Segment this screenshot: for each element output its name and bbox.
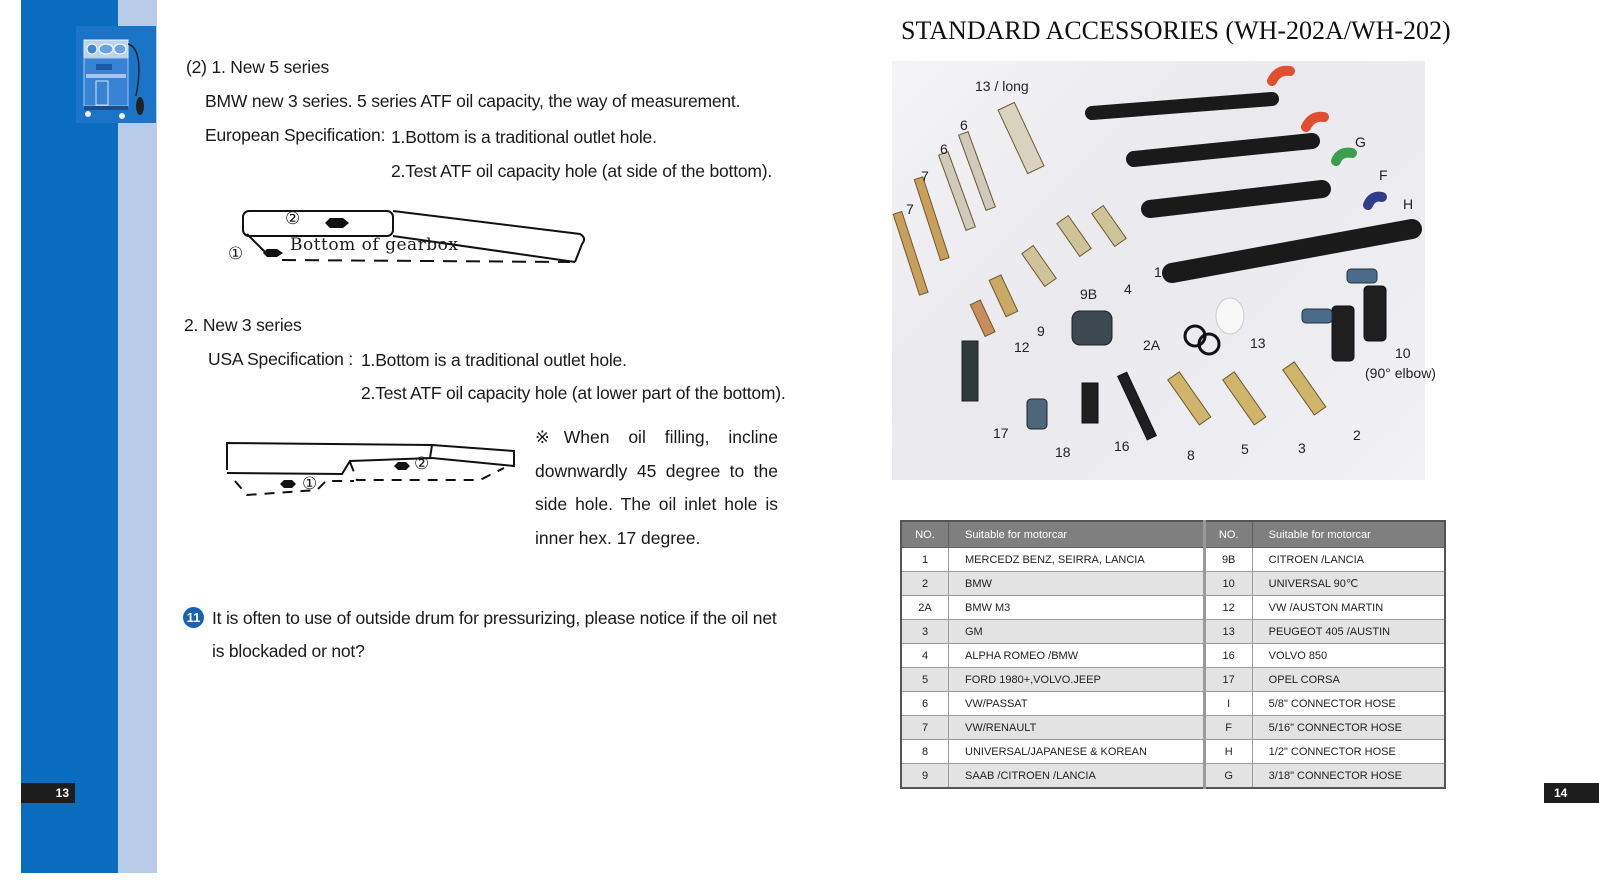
header-no-2: NO.: [1204, 521, 1252, 548]
cell-no: 2: [901, 572, 949, 596]
cell-no: 9B: [1204, 548, 1252, 572]
photo-label-17: 17: [993, 425, 1009, 441]
cell-no: G: [1204, 764, 1252, 789]
cell-no: 6: [901, 692, 949, 716]
cell-no: 10: [1204, 572, 1252, 596]
page-title: STANDARD ACCESSORIES (WH-202A/WH-202): [901, 16, 1451, 45]
photo-label-6b: 6: [940, 141, 948, 157]
photo-label-12: 12: [1014, 339, 1030, 355]
page-number-right: 14: [1544, 783, 1599, 803]
photo-label-5: 5: [1241, 441, 1249, 457]
photo-label-1: 1: [1154, 264, 1162, 280]
section-heading-new-5-series: (2) 1. New 5 series: [186, 57, 330, 77]
accessories-table: [900, 520, 1446, 789]
table-row: [901, 740, 1445, 764]
photo-label-3: 3: [1298, 440, 1306, 456]
header-suitable-2: Suitable for motorcar: [1252, 521, 1445, 548]
cell-no: 4: [901, 644, 949, 668]
item-11-line-2: is blockaded or not?: [212, 641, 365, 661]
photo-label-13: 13: [1250, 335, 1266, 351]
european-spec-label: European Specification:: [205, 125, 386, 145]
marker-1: ①: [228, 244, 244, 263]
marker-1: ①: [302, 474, 318, 493]
cell-suitable: UNIVERSAL/JAPANESE & KOREAN: [949, 740, 1205, 764]
photo-label-16: 16: [1114, 438, 1130, 454]
usa-spec-item-2: 2.Test ATF oil capacity hole (at lower part of the bottom).: [361, 383, 786, 403]
gearbox-outline-2: [222, 438, 522, 518]
cell-no: 2A: [901, 596, 949, 620]
cell-suitable: OPEL CORSA: [1252, 668, 1445, 692]
usa-spec-item-1: 1.Bottom is a traditional outlet hole.: [361, 350, 627, 370]
left-margin-blue-band: [21, 0, 118, 873]
european-spec-item-2: 2.Test ATF oil capacity hole (at side of the bottom).: [391, 161, 773, 181]
photo-label-2a: 2A: [1143, 337, 1161, 353]
table-row: [901, 620, 1445, 644]
european-spec-item-1: 1.Bottom is a traditional outlet hole.: [391, 127, 657, 147]
cell-suitable: VOLVO 850: [1252, 644, 1445, 668]
cell-suitable: GM: [949, 620, 1205, 644]
oil-filling-note: ※When oil filling, incline downwardly 45 degree to the side hole. The oil inlet hole is inner hex. 17 degree.: [535, 427, 778, 548]
cell-suitable: 5/16" CONNECTOR HOSE: [1252, 716, 1445, 740]
cell-suitable: CITROEN /LANCIA: [1252, 548, 1445, 572]
table-row: [901, 692, 1445, 716]
cell-suitable: 3/18" CONNECTOR HOSE: [1252, 764, 1445, 789]
gearbox-diagram-european: [225, 204, 605, 280]
usa-spec-label: USA Specification :: [208, 349, 354, 369]
accessories-photo: [892, 61, 1436, 480]
photo-label-8: 8: [1187, 447, 1195, 463]
cell-suitable: MERCEDZ BENZ, SEIRRA, LANCIA: [949, 548, 1205, 572]
photo-label-90-elbow: (90° elbow): [1365, 365, 1436, 381]
item-11-badge: 11: [183, 607, 204, 628]
photo-label-10: 10: [1395, 345, 1411, 361]
table-row: [901, 716, 1445, 740]
cell-no: 12: [1204, 596, 1252, 620]
cell-suitable: VW /AUSTON MARTIN: [1252, 596, 1445, 620]
cell-suitable: 1/2" CONNECTOR HOSE: [1252, 740, 1445, 764]
cell-no: 5: [901, 668, 949, 692]
photo-label-h: H: [1403, 196, 1414, 212]
page-number-left: 13: [21, 783, 75, 803]
section-heading-new-3-series: 2. New 3 series: [184, 315, 302, 335]
table-header-row: [901, 521, 1445, 548]
cell-suitable: UNIVERSAL 90℃: [1252, 572, 1445, 596]
photo-label-2: 2: [1353, 427, 1361, 443]
hole-marker-1: [280, 480, 296, 488]
gearbox-diagram-usa: [222, 438, 522, 518]
cell-suitable: SAAB /CITROEN /LANCIA: [949, 764, 1205, 789]
cell-no: I: [1204, 692, 1252, 716]
cell-no: F: [1204, 716, 1252, 740]
cell-suitable: FORD 1980+,VOLVO.JEEP: [949, 668, 1205, 692]
hose-group: [1092, 71, 1412, 273]
cell-no: 8: [901, 740, 949, 764]
marker-2: ②: [414, 454, 430, 473]
cell-no: 9: [901, 764, 949, 789]
atf-machine-thumbnail: [76, 26, 156, 123]
header-suitable-1: Suitable for motorcar: [949, 521, 1205, 548]
marker-2: ②: [285, 209, 301, 228]
photo-label-13-long: 13 / long: [975, 78, 1029, 94]
table-row: [901, 572, 1445, 596]
photo-label-7a: 7: [921, 168, 929, 184]
table-row: [901, 668, 1445, 692]
photo-label-6a: 6: [960, 117, 968, 133]
table-row: [901, 764, 1445, 789]
intro-text: BMW new 3 series. 5 series ATF oil capacity, the way of measurement.: [205, 91, 741, 111]
photo-label-f: F: [1379, 167, 1388, 183]
cell-suitable: PEUGEOT 405 /AUSTIN: [1252, 620, 1445, 644]
cell-suitable: VW/RENAULT: [949, 716, 1205, 740]
photo-label-18: 18: [1055, 444, 1071, 460]
hole-marker-2: [394, 462, 410, 470]
photo-label-g: G: [1355, 134, 1366, 150]
table-row: [901, 596, 1445, 620]
photo-label-4: 4: [1124, 281, 1132, 297]
cell-suitable: VW/PASSAT: [949, 692, 1205, 716]
cell-no: 13: [1204, 620, 1252, 644]
bottom-of-gearbox-label: Bottom of gearbox: [290, 235, 459, 255]
cell-no: H: [1204, 740, 1252, 764]
item-11-line-1: It is often to use of outside drum for pressurizing, please notice if the oil net: [212, 608, 777, 628]
atf-machine-icon: [76, 26, 156, 123]
hole-marker-1: [263, 249, 283, 257]
cell-no: 1: [901, 548, 949, 572]
table-body: [901, 548, 1445, 789]
cell-no: 7: [901, 716, 949, 740]
cell-suitable: BMW: [949, 572, 1205, 596]
table-row: [901, 644, 1445, 668]
header-no-1: NO.: [901, 521, 949, 548]
photo-label-9: 9: [1037, 323, 1045, 339]
cell-suitable: ALPHA ROMEO /BMW: [949, 644, 1205, 668]
photo-label-7b: 7: [906, 201, 914, 217]
table-row: [901, 548, 1445, 572]
left-margin-light-band: [118, 0, 157, 873]
cell-suitable: 5/8" CONNECTOR HOSE: [1252, 692, 1445, 716]
cell-no: 3: [901, 620, 949, 644]
cell-suitable: BMW M3: [949, 596, 1205, 620]
cell-no: 16: [1204, 644, 1252, 668]
cell-no: 17: [1204, 668, 1252, 692]
photo-label-9b: 9B: [1080, 286, 1098, 302]
